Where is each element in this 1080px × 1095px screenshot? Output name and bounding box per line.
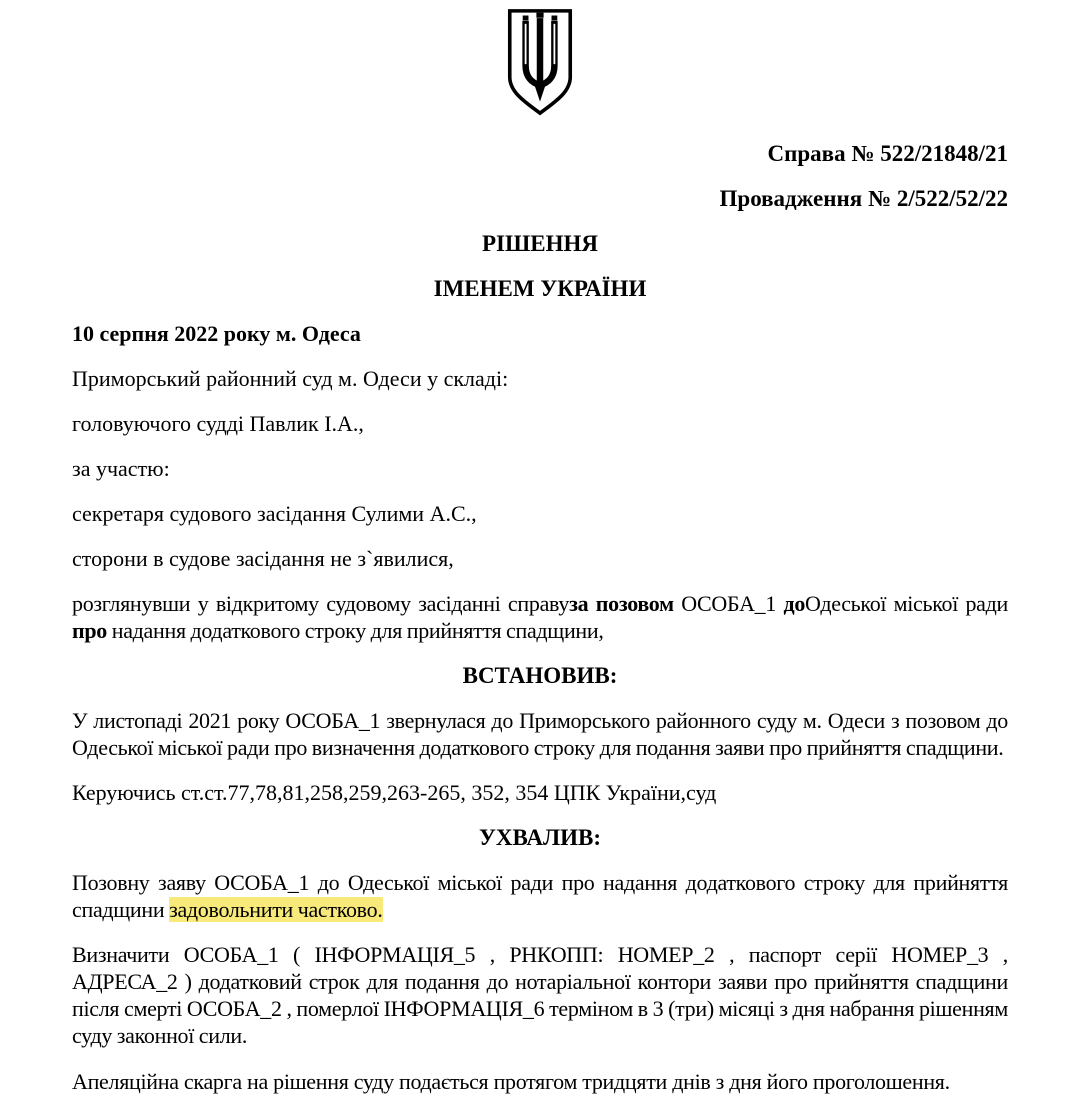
established-heading: ВСТАНОВИВ: <box>462 663 618 688</box>
bold-text-segment: про <box>72 618 108 643</box>
secretary-line: секретаря судового засідання Сулими А.С., <box>72 501 477 526</box>
ukraine-trident-emblem-icon <box>504 96 576 121</box>
document-content <box>0 140 1080 1049</box>
proceeding-number: Провадження № 2/522/52/22 <box>719 186 1008 211</box>
bold-text-segment: за позовом <box>569 591 674 616</box>
case-number: Справа № 522/21848/21 <box>767 141 1008 166</box>
document-subtitle: ІМЕНЕМ УКРАЇНИ <box>433 276 647 301</box>
appeal-cutoff-line: Апеляційна скарга на рішення суду подається протягом тридцяти днів з дня його проголошення. <box>72 1069 950 1094</box>
court-composition-line: Приморський районний суд м. Одеси у складі: <box>72 366 509 391</box>
presiding-judge-line: головуючого судді Павлик І.А., <box>72 411 364 436</box>
date-and-place: 10 серпня 2022 року м. Одеса <box>72 321 361 346</box>
text-segment: розглянувши у відкритому судовому засіданні справу <box>72 591 570 616</box>
text-segment: надання додаткового строку для прийняття спадщини, <box>107 618 604 643</box>
text-segment: Позовну заяву ОСОБА_1 до Одеської міської ради про надання додаткового строку для прийняття спадщини <box>72 870 1008 922</box>
emblem-container <box>0 0 1080 122</box>
participation-line: за участю: <box>72 456 170 481</box>
ruling-paragraph <box>72 869 1008 923</box>
text-segment: Одеської міської ради <box>805 591 1008 616</box>
text-segment: ОСОБА_1 <box>673 591 784 616</box>
determine-term-paragraph: Визначити ОСОБА_1 ( ІНФОРМАЦІЯ_5 , РНКОПП: НОМЕР_2 , паспорт серії НОМЕР_3 , АДРЕСА_2 ) додатковий строк для подання до нотаріальної контори заяви про прийняття спадщини після смерті ОСОБА_2 , померлої ІНФОРМАЦІЯ_6 терміном в 3 (три) місяці з дня набрання рішенням суду законної сили. <box>72 942 1008 1048</box>
guided-by-articles-line: Керуючись ст.ст.77,78,81,258,259,263-265, 352, 354 ЦПК України,суд <box>72 780 717 805</box>
case-considered-paragraph <box>72 590 1008 644</box>
established-paragraph: У листопаді 2021 року ОСОБА_1 звернулася до Приморського районного суду м. Одеси з позовом до Одеської міської ради про визначення додаткового строку для подання заяви про прийняття спадщини. <box>72 708 1008 760</box>
ruled-heading: УХВАЛИВ: <box>478 825 602 850</box>
document-title: РІШЕННЯ <box>482 231 598 256</box>
highlighted-text-segment: задовольнити частково. <box>169 897 383 922</box>
bold-text-segment: до <box>783 591 806 616</box>
parties-absent-line: сторони в судове засідання не з`явилися, <box>72 546 454 571</box>
